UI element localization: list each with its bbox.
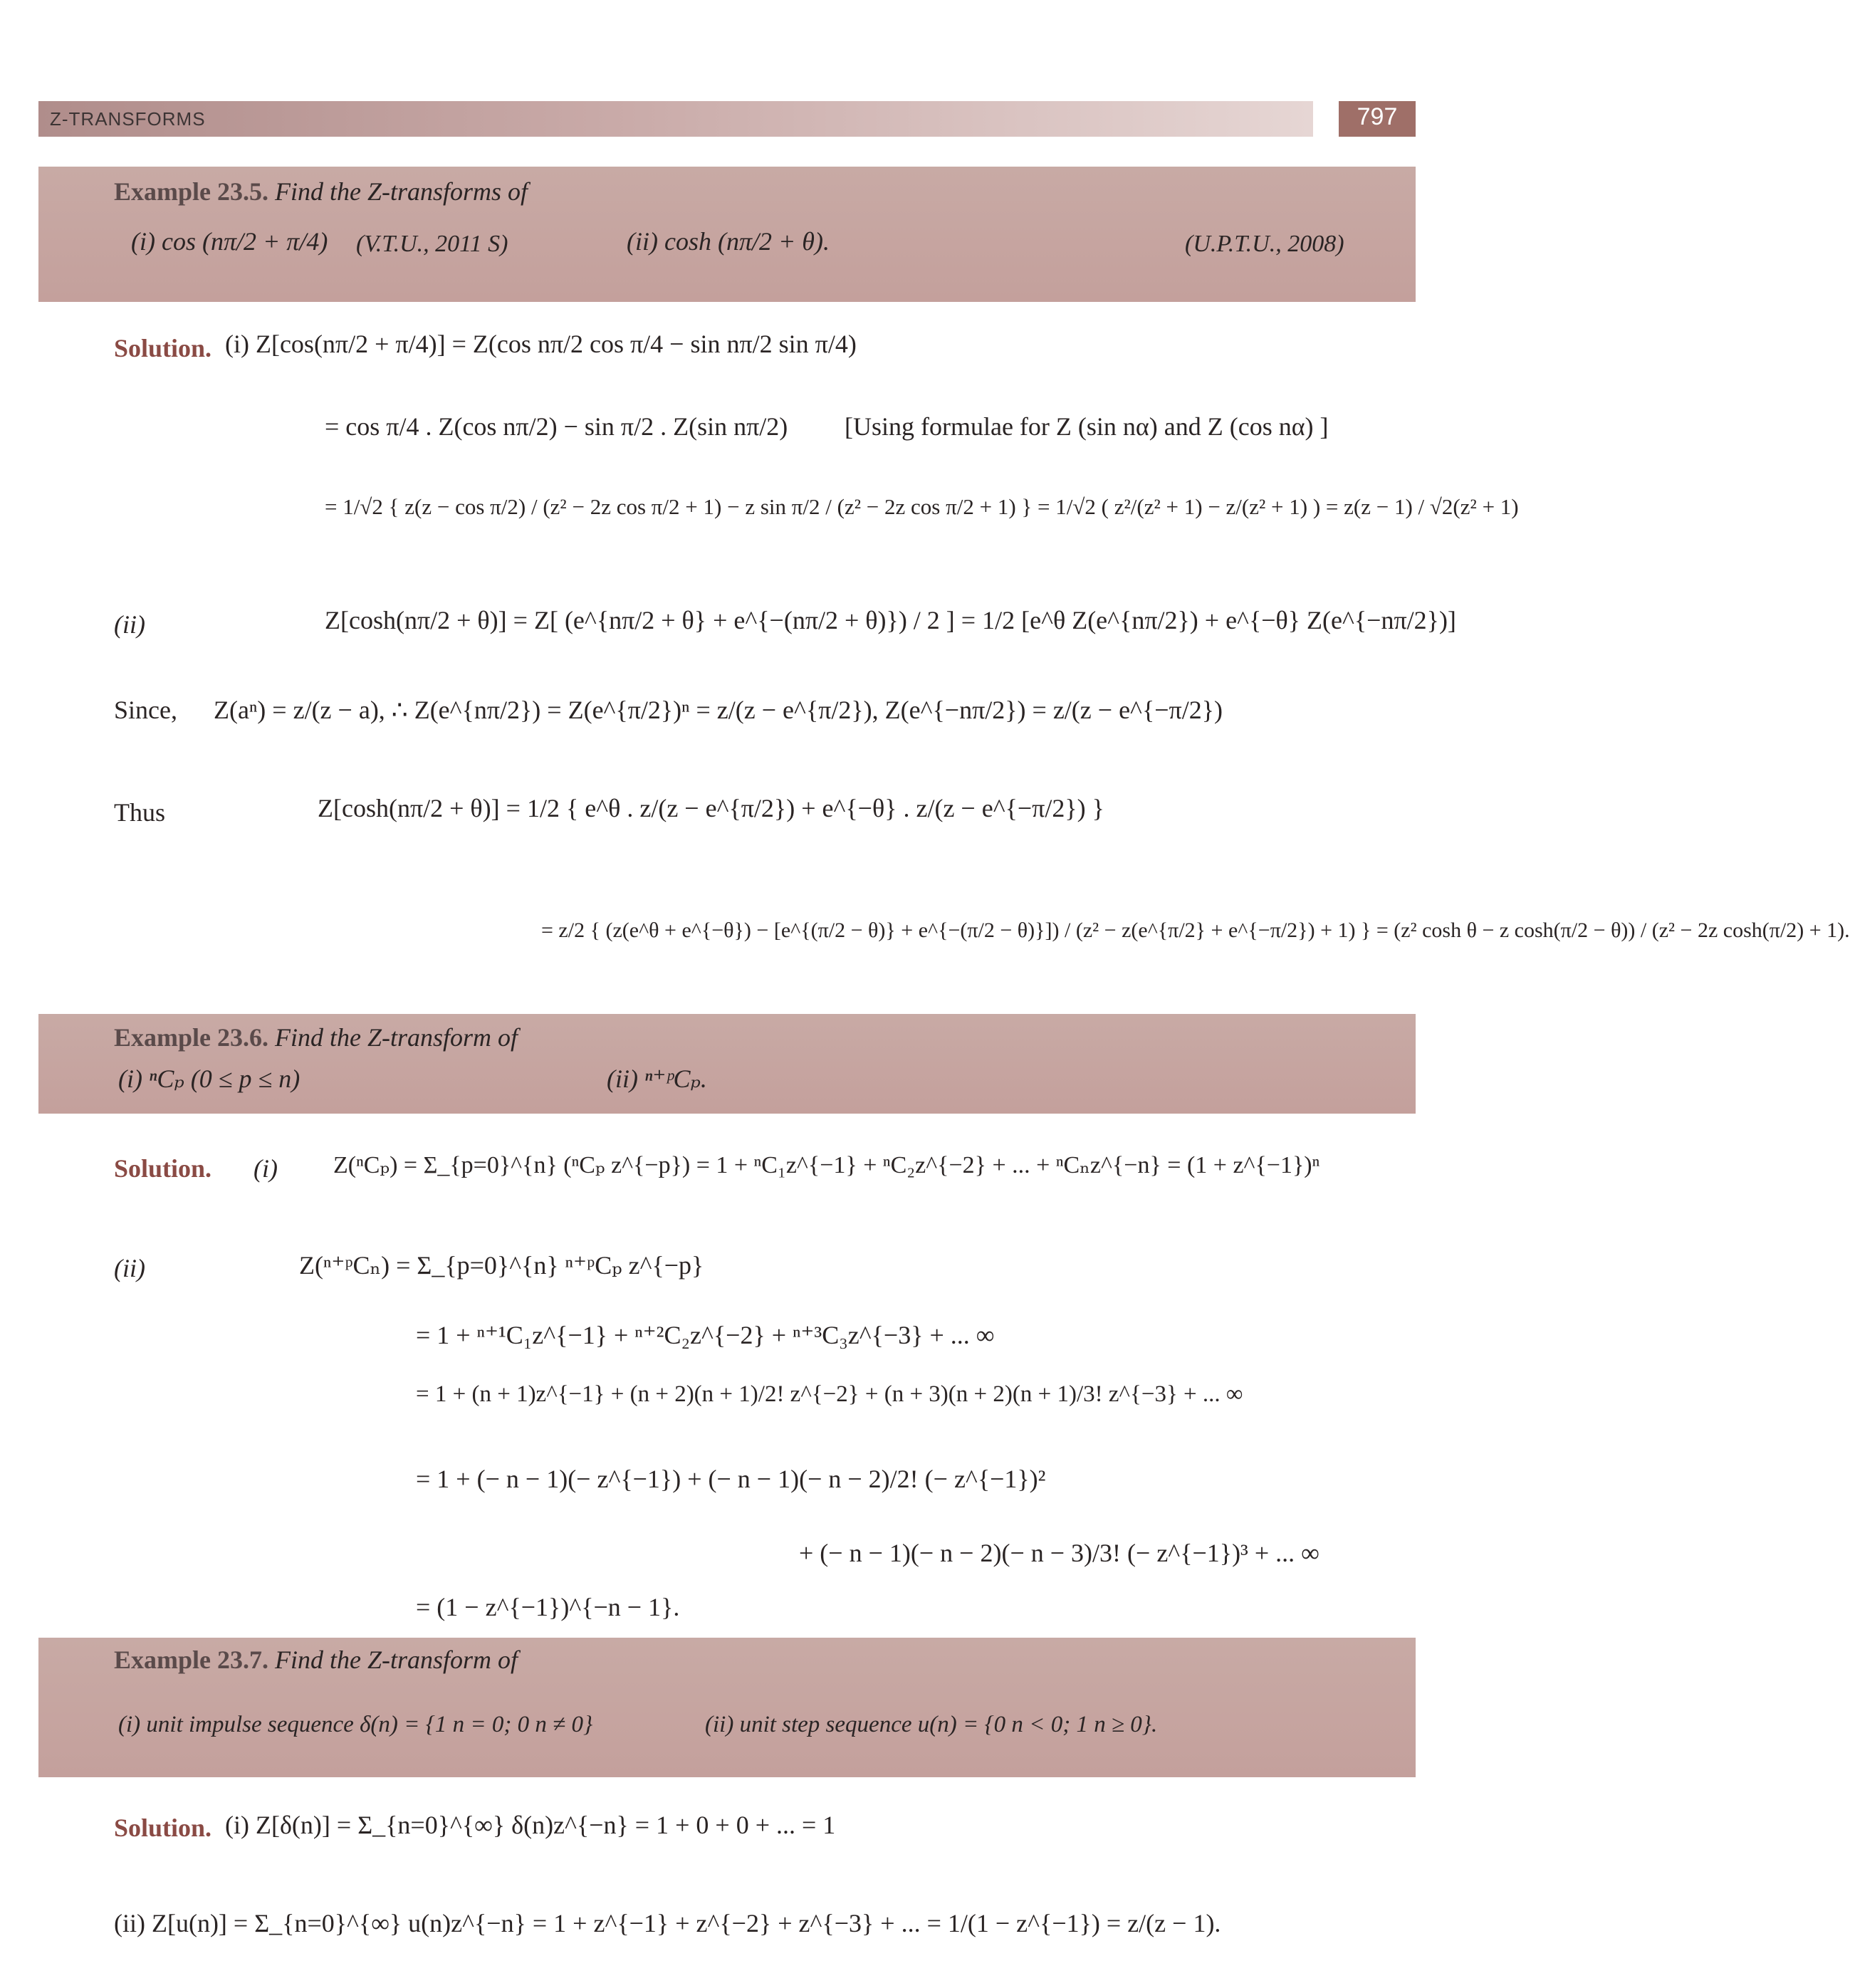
eq-7-2: (ii) Z[u(n)] = Σ_{n=0}^{∞} u(n)z^{−n} = 1 + z^{−1} + z^{−2} + z^{−3} + ... = 1/(1 − z^{−1}) = z/(z − 1). [114, 1909, 1221, 1937]
eq-7-1: (i) Z[δ(n)] = Σ_{n=0}^{∞} δ(n)z^{−n} = 1 + 0 + 0 + ... = 1 [225, 1811, 836, 1839]
eq-5-3: = 1/√2 { z(z − cos π/2) / (z² − 2z cos π/2 + 1) − z sin π/2 / (z² − 2z cos π/2 + 1) } = 1/√2 ( z²/(z² + 1) − z/(z² + 1) ) = z(z − 1) / √2(z² + 1) [325, 494, 1519, 519]
eq-6-1: Z(ⁿCₚ) = Σ_{p=0}^{n} (ⁿCₚ z^{−p}) = 1 + ⁿC₁z^{−1} + ⁿC₂z^{−2} + ... + ⁿCₙz^{−n} = (1 + z^{−1})ⁿ [333, 1152, 1320, 1178]
eq-5-5: Z(aⁿ) = z/(z − a), ∴ Z(e^{nπ/2}) = Z(e^{π/2})ⁿ = z/(z − e^{π/2}), Z(e^{−nπ/2}) = z/(z − e^{−π/2}) [214, 696, 1223, 724]
eq-6-3: = 1 + ⁿ⁺¹C₁z^{−1} + ⁿ⁺²C₂z^{−2} + ⁿ⁺³C₃z^{−3} + ... ∞ [416, 1321, 995, 1349]
eq-5-2: = cos π/4 . Z(cos nπ/2) − sin π/2 . Z(sin nπ/2) [325, 412, 788, 441]
since-label: Since, [114, 696, 177, 724]
example-23-6-heading [114, 1022, 518, 1052]
part-ii-label: (ii) [114, 610, 145, 639]
example-title: Example 23.6. [114, 1023, 269, 1052]
example-23-7-part-ii: (ii) unit step sequence u(n) = {0 n < 0; 1 n ≥ 0}. [705, 1712, 1158, 1737]
eq-6-6: + (− n − 1)(− n − 2)(− n − 3)/3! (− z^{−1})³ + ... ∞ [799, 1539, 1319, 1567]
example-23-5-heading [114, 177, 528, 206]
example-23-6-part-i: (i) ⁿCₚ (0 ≤ p ≤ n) [118, 1064, 301, 1093]
example-23-5-ref-i: (V.T.U., 2011 S) [356, 231, 508, 257]
eq-5-4: Z[cosh(nπ/2 + θ)] = Z[ (e^{nπ/2 + θ} + e^{−(nπ/2 + θ)}) / 2 ] = 1/2 [e^θ Z(e^{nπ/2}) + e^{−θ} Z(e^{−nπ/2})] [325, 606, 1456, 634]
example-prompt: Find the Z-transform of [275, 1023, 518, 1052]
running-title: Z-TRANSFORMS [50, 108, 206, 130]
part-ii-label: (ii) [114, 1254, 145, 1282]
solution-label: Solution. [114, 334, 212, 362]
example-prompt: Find the Z-transform of [275, 1646, 518, 1674]
eq-5-1: (i) Z[cos(nπ/2 + π/4)] = Z(cos nπ/2 cos π/4 − sin nπ/2 sin π/4) [225, 330, 857, 358]
example-23-6-part-ii: (ii) ⁿ⁺ᵖCₚ. [607, 1064, 707, 1093]
eq-6-2: Z(ⁿ⁺ᵖCₙ) = Σ_{p=0}^{n} ⁿ⁺ᵖCₚ z^{−p} [299, 1251, 704, 1280]
solution-label: Solution. [114, 1154, 212, 1183]
page-number: 797 [1357, 103, 1398, 130]
thus-label: Thus [114, 798, 165, 827]
eq-5-6: Z[cosh(nπ/2 + θ)] = 1/2 { e^θ . z/(z − e^{π/2}) + e^{−θ} . z/(z − e^{−π/2}) } [318, 794, 1104, 822]
eq-6-5: = 1 + (− n − 1)(− z^{−1}) + (− n − 1)(− n − 2)/2! (− z^{−1})² [416, 1465, 1046, 1493]
example-prompt: Find the Z-transforms of [275, 177, 528, 206]
part-i-label: (i) [254, 1154, 278, 1183]
running-header-band [38, 101, 1313, 137]
eq-5-7: = z/2 { (z(e^θ + e^{−θ}) − [e^{(π/2 − θ)} + e^{−(π/2 − θ)}]) / (z² − z(e^{π/2} + e^{−π/2}) + 1) } = (z² cosh θ − z cosh(π/2 − θ)) / (z² − 2z cosh(π/2) + 1). [541, 919, 1850, 942]
eq-6-7: = (1 − z^{−1})^{−n − 1}. [416, 1593, 680, 1621]
example-23-5-part-i: (i) cos (nπ/2 + π/4) [131, 227, 328, 256]
solution-label: Solution. [114, 1814, 212, 1842]
example-title: Example 23.7. [114, 1646, 269, 1674]
example-23-7-part-i: (i) unit impulse sequence δ(n) = {1 n = 0; 0 n ≠ 0} [118, 1712, 593, 1737]
eq-5-note: [Using formulae for Z (sin nα) and Z (cos nα) ] [845, 412, 1329, 441]
eq-6-4: = 1 + (n + 1)z^{−1} + (n + 2)(n + 1)/2! z^{−2} + (n + 3)(n + 2)(n + 1)/3! z^{−3} + ... ∞ [416, 1381, 1243, 1407]
example-23-5-part-ii: (ii) cosh (nπ/2 + θ). [627, 227, 830, 256]
example-23-7-heading [114, 1645, 518, 1675]
example-23-5-ref-ii: (U.P.T.U., 2008) [1185, 231, 1344, 257]
example-title: Example 23.5. [114, 177, 269, 206]
